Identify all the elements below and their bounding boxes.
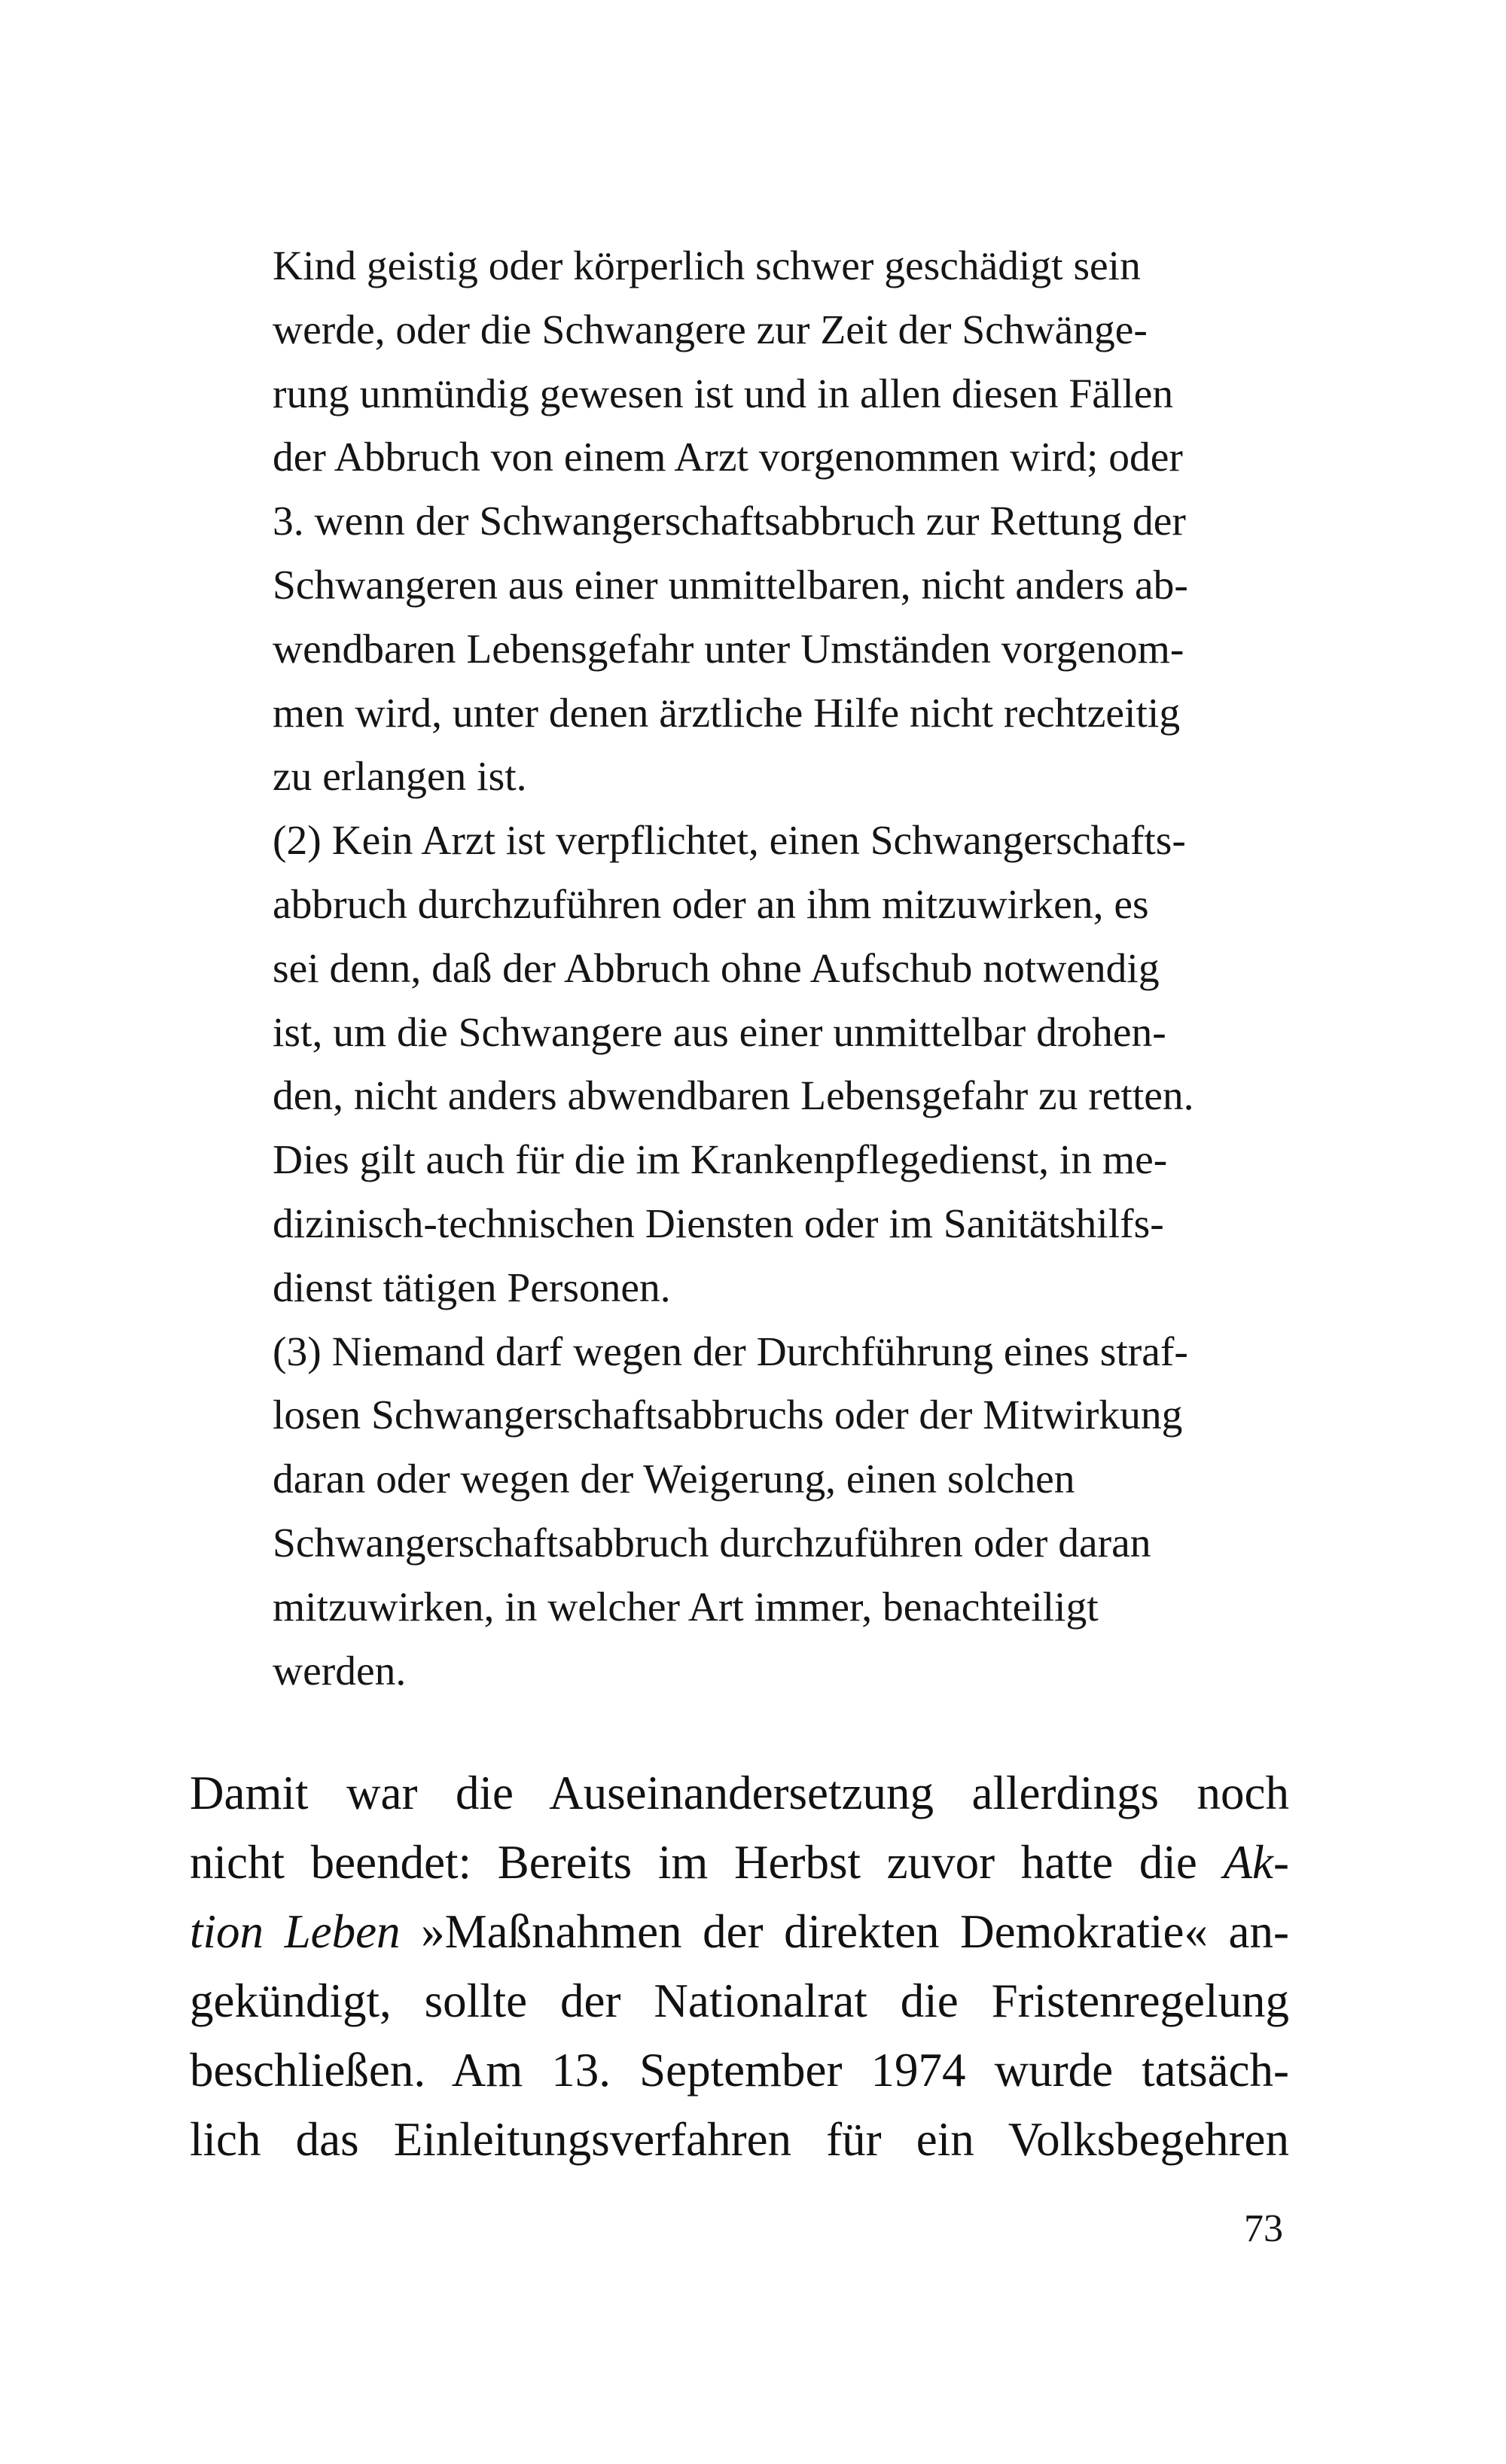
body-line: beschließen. Am 13. September 1974 wurde tatsäch- (190, 2044, 1289, 2097)
quote-line: men wird, unter denen ärztliche Hilfe nicht rechtzeitig (273, 690, 1181, 736)
quote-line: dizinisch-technischen Diensten oder im Sanitätshilfs- (273, 1200, 1164, 1247)
italic-title: tion Leben (190, 1905, 401, 1958)
body-line: Damit war die Auseinandersetzung allerdings noch (190, 1767, 1289, 1819)
quote-line: Kind geistig oder körperlich schwer geschädigt sein (273, 243, 1141, 289)
quote-line: Schwangeren aus einer unmittelbaren, nicht anders ab- (273, 562, 1188, 608)
quote-line: (2) Kein Arzt ist verpflichtet, einen Schwangerschafts- (273, 818, 1186, 865)
body-paragraph (190, 1758, 1289, 2174)
quote-line: Dies gilt auch für die im Krankenpflegedienst, in me- (273, 1137, 1168, 1184)
quote-line: 3. wenn der Schwangerschaftsabbruch zur Rettung der (273, 499, 1186, 545)
quote-line: zu erlangen ist. (273, 754, 527, 800)
body-line: lich das Einleitungsverfahren für ein Volksbegehren (190, 2113, 1289, 2166)
quote-line: werde, oder die Schwangere zur Zeit der Schwänge- (273, 306, 1148, 353)
body-line-text: nicht beendet: Bereits im Herbst zuvor hatte die (190, 1836, 1197, 1889)
quote-line: losen Schwangerschaftsabbruchs oder der Mitwirkung (273, 1392, 1183, 1439)
quote-line: (3) Niemand darf wegen der Durchführung eines straf- (273, 1328, 1188, 1375)
body-line: gekündigt, sollte der Nationalrat die Fristenregelung (190, 1975, 1289, 2027)
page-number: 73 (1244, 2207, 1283, 2250)
quote-line: Schwangerschaftsabbruch durchzuführen oder daran (273, 1520, 1151, 1566)
italic-title: Ak- (1223, 1836, 1289, 1889)
quote-line: der Abbruch von einem Arzt vorgenommen wird; oder (273, 435, 1183, 481)
quote-line: den, nicht anders abwendbaren Lebensgefahr zu retten. (273, 1073, 1194, 1120)
quote-line: rung unmündig gewesen ist und in allen diesen Fällen (273, 371, 1174, 417)
quote-line: werden. (273, 1648, 407, 1694)
quote-line: daran oder wegen der Weigerung, einen solchen (273, 1456, 1075, 1503)
body-line-text: »Maßnahmen der direkten Demokratie« an- (400, 1905, 1289, 1958)
body-line (190, 1897, 1289, 1966)
quote-line: ist, um die Schwangere aus einer unmittelbar drohen- (273, 1009, 1166, 1056)
body-line (190, 1828, 1289, 1897)
quote-line: abbruch durchzuführen oder an ihm mitzuwirken, es (273, 881, 1149, 928)
quote-line: mitzuwirken, in welcher Art immer, benachteiligt (273, 1584, 1099, 1630)
quote-line: wendbaren Lebensgefahr unter Umständen vorgenom- (273, 626, 1184, 672)
quote-line: dienst tätigen Personen. (273, 1264, 671, 1311)
quote-line: sei denn, daß der Abbruch ohne Aufschub notwendig (273, 945, 1160, 992)
legal-quote-block (273, 235, 1289, 1703)
